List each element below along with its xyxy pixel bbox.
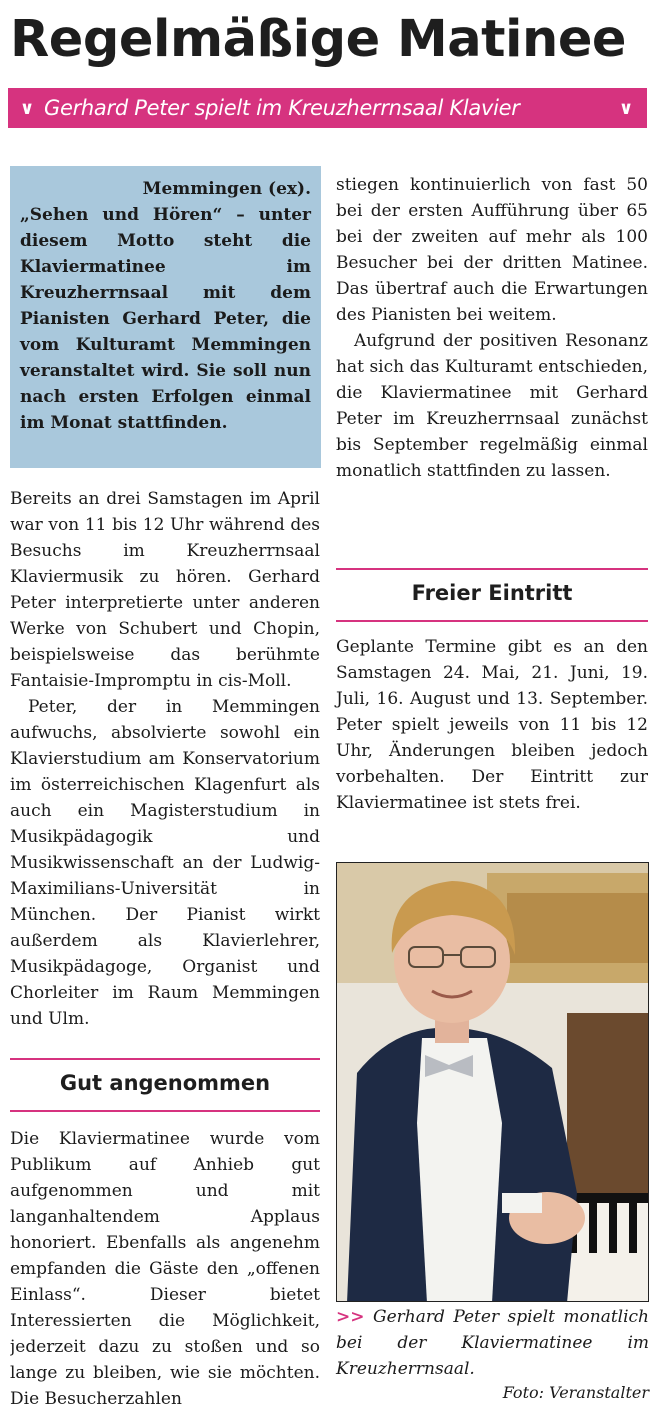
body-paragraph: Peter, der in Memmingen aufwuchs, absolvierte sowohl ein Klavierstudium am Konservatorium im österreichischen Klagenfurt als auch ein Magisterstudium in Musikpädagogik und Musikwissenschaft an der Ludwig-Maximilians-Universität in München. Der Pianist wirkt außerdem als Klavierlehrer, Musikpädagoge, Organist und Chorleiter im Raum Memmingen und Ulm. [10,697,320,1029]
photo-caption [336,1304,649,1382]
body-paragraph: Bereits an drei Samstagen im April war von 11 bis 12 Uhr während des Besuchs im Kreuzherrnsaal Klaviermusik zu hören. Gerhard Peter interpretierte unter anderen Werke von Schubert und Chopin, beispielsweise das berühmte Fantaisie-Impromptu in cis-Moll. [10,489,320,691]
body-paragraph-continued: stiegen kontinuierlich von fast 50 bei der ersten Aufführung über 65 bei der zweiten auf mehr als 100 Besucher bei der dritten Matinee. Das übertraf auch die Erwartungen des Pianisten bei weitem. [336,175,648,325]
subheading-freier-eintritt: Freier Eintritt [411,581,573,605]
photo-credit: Foto: Veranstalter [502,1383,649,1402]
subheading-gut-angenommen: Gut angenommen [59,1071,271,1095]
continued-paragraph-left [10,1126,320,1414]
chevron-down-icon: ∨ [19,97,35,119]
body-paragraph: Die Klaviermatinee wurde vom Publikum auf Anhieb gut aufgenommen und mit langanhaltendem Applaus honoriert. Ebenfalls als angenehm empfanden die Gäste den „offenen Einlass“. Dieser bietet Interessierten die Möglichkeit, jederzeit dazu zu stoßen und so lange zu bleiben, wie sie möchten. Die Besucherzahlen [10,1129,320,1409]
subheadline: Gerhard Peter spielt im Kreuzherrnsaal Klavier [44,96,520,120]
section-rule [336,620,648,622]
right-column-lower [336,634,648,816]
body-paragraph: Geplante Termine gibt es an den Samstagen 24. Mai, 21. Juni, 19. Juli, 16. August und 13. September. Peter spielt jeweils von 11 bis 12 Uhr, Änderungen bleiben jedoch vorbehalten. Der Eintritt zur Klaviermatinee ist stets frei. [336,637,648,813]
right-column [336,172,648,562]
caption-text: Gerhard Peter spielt monatlich bei der Klaviermatinee im Kreuzherrnsaal. [336,1307,650,1379]
section-rule [10,1058,320,1060]
left-column [10,486,320,1032]
subheadline-bar [8,88,647,128]
lead-box [10,166,321,468]
caption-arrow-icon: >> [336,1307,365,1327]
pianist-photo [336,862,649,1302]
body-paragraph: Aufgrund der positiven Resonanz hat sich das Kulturamt entschieden, die Klaviermatinee mit Gerhard Peter im Kreuzherrnsaal zunächst bis September regelmäßig einmal monatlich stattfinden zu lassen. [336,331,648,481]
section-rule [336,568,648,570]
headline: Regelmäßige Matinee [10,10,627,69]
chevron-down-icon: ∨ [618,97,634,119]
lead-text: „Sehen und Hören“ – unter diesem Motto steht die Klaviermatinee im Kreuzherrnsaal mit dem Pianisten Gerhard Peter, die vom Kulturamt Memmingen veranstaltet wird. Sie soll nun nach ersten Erfolgen einmal im Monat stattfinden. [20,205,311,433]
dateline: Memmingen (ex). [142,179,311,199]
section-rule [10,1110,320,1112]
